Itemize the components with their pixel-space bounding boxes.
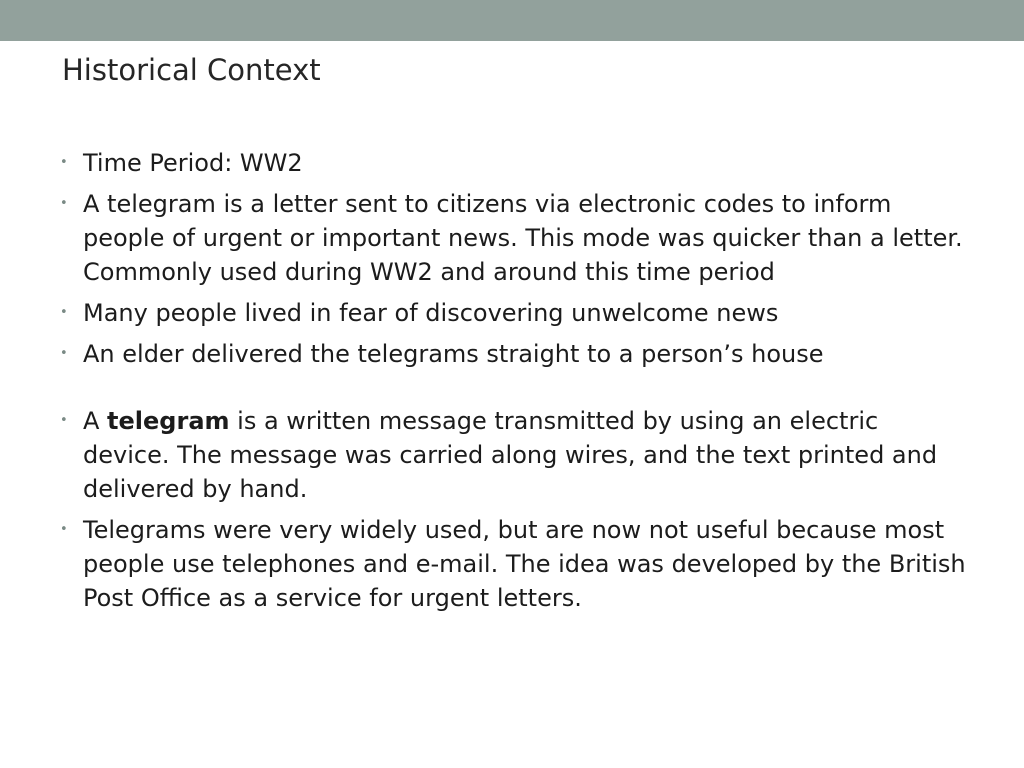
bullet-icon: •	[60, 196, 68, 211]
bullet-icon: •	[60, 305, 68, 320]
bullet-item	[60, 187, 970, 289]
bullet-text: An elder delivered the telegrams straight to a person’s house	[83, 340, 824, 368]
bullet-item	[60, 337, 970, 371]
bullet-text: Telegrams were very widely used, but are now not useful because most people use telephones and e-mail. The idea was developed by the British Post Office as a service for urgent letters.	[83, 516, 966, 612]
bullet-item	[60, 296, 970, 330]
bullet-icon: •	[60, 346, 68, 361]
bullet-text	[83, 407, 937, 503]
bullet-icon: •	[60, 522, 68, 537]
slide-title: Historical Context	[62, 53, 321, 87]
bullet-item	[60, 513, 970, 615]
bullet-text-prefix: A	[83, 407, 108, 435]
bold-term: telegram	[107, 407, 230, 435]
bullet-text: Time Period: WW2	[83, 149, 303, 177]
bullet-text: Many people lived in fear of discovering unwelcome news	[83, 299, 779, 327]
bullet-text-rest: is a written message transmitted by using an electric device. The message was carried along wires, and the text printed and delivered by hand.	[83, 407, 938, 503]
bullet-list-definition	[60, 404, 970, 615]
bullet-item	[60, 404, 970, 506]
bullet-icon: •	[60, 155, 68, 170]
bullet-list-context	[60, 146, 970, 371]
bullet-text: A telegram is a letter sent to citizens via electronic codes to inform people of urgent or important news. This mode was quicker than a letter. Commonly used during WW2 and around this time period	[83, 190, 963, 286]
bullet-icon: •	[60, 413, 68, 428]
bullet-item	[60, 146, 970, 180]
slide-body	[60, 146, 970, 622]
header-band	[0, 0, 1024, 41]
